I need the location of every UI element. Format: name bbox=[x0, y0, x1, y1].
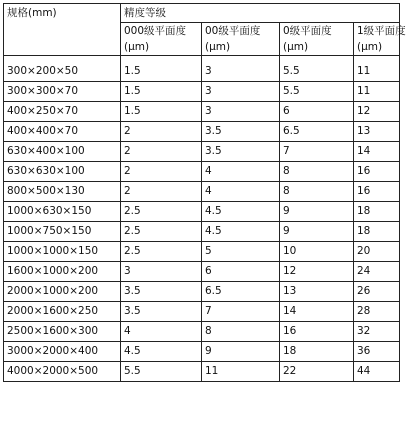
grade-000-cell: 2.5 bbox=[121, 222, 202, 242]
grade-1-cell: 16 bbox=[354, 182, 400, 202]
grade-0-cell: 7 bbox=[280, 142, 354, 162]
grade-0-cell: 6 bbox=[280, 102, 354, 122]
grade-00-cell: 5 bbox=[202, 242, 280, 262]
grade-1-cell: 13 bbox=[354, 122, 400, 142]
grade-unit: (μm) bbox=[283, 41, 309, 53]
grade-group-header: 精度等级 bbox=[121, 4, 400, 23]
grade-000-cell: 1.5 bbox=[121, 102, 202, 122]
grade-0-cell: 9 bbox=[280, 222, 354, 242]
grade-1-cell: 36 bbox=[354, 342, 400, 362]
grade-1-cell: 32 bbox=[354, 322, 400, 342]
spec-cell: 1000×1000×150 bbox=[4, 242, 121, 262]
grade-00-cell: 4.5 bbox=[202, 222, 280, 242]
grade-header-0 bbox=[280, 23, 354, 56]
spec-cell: 4000×2000×500 bbox=[4, 362, 121, 382]
grade-0-cell: 18 bbox=[280, 342, 354, 362]
table-row bbox=[4, 242, 400, 262]
grade-00-cell: 4 bbox=[202, 162, 280, 182]
spec-cell: 2000×1600×250 bbox=[4, 302, 121, 322]
spec-cell: 400×400×70 bbox=[4, 122, 121, 142]
table-row bbox=[4, 162, 400, 182]
table-row bbox=[4, 142, 400, 162]
grade-name: 0级平面度 bbox=[283, 25, 332, 37]
header-row-top bbox=[4, 4, 400, 23]
spec-cell: 800×500×130 bbox=[4, 182, 121, 202]
table-row bbox=[4, 222, 400, 242]
table-row bbox=[4, 262, 400, 282]
grade-name: 000级平面度 bbox=[124, 25, 187, 37]
grade-1-cell: 12 bbox=[354, 102, 400, 122]
grade-name: 1级平面度 bbox=[357, 25, 406, 37]
table-row bbox=[4, 302, 400, 322]
spec-cell: 1000×750×150 bbox=[4, 222, 121, 242]
grade-000-cell: 1.5 bbox=[121, 56, 202, 82]
grade-00-cell: 8 bbox=[202, 322, 280, 342]
spec-cell: 3000×2000×400 bbox=[4, 342, 121, 362]
grade-000-cell: 1.5 bbox=[121, 82, 202, 102]
spec-cell: 1600×1000×200 bbox=[4, 262, 121, 282]
grade-0-cell: 5.5 bbox=[280, 56, 354, 82]
spec-cell: 300×300×70 bbox=[4, 82, 121, 102]
grade-00-cell: 3 bbox=[202, 82, 280, 102]
grade-name: 00级平面度 bbox=[205, 25, 261, 37]
spec-cell: 2000×1000×200 bbox=[4, 282, 121, 302]
table-row bbox=[4, 82, 400, 102]
grade-00-cell: 3.5 bbox=[202, 122, 280, 142]
grade-1-cell: 24 bbox=[354, 262, 400, 282]
grade-1-cell: 44 bbox=[354, 362, 400, 382]
grade-000-cell: 2 bbox=[121, 182, 202, 202]
grade-000-cell: 4 bbox=[121, 322, 202, 342]
grade-000-cell: 2 bbox=[121, 122, 202, 142]
grade-000-cell: 3.5 bbox=[121, 282, 202, 302]
table-row bbox=[4, 202, 400, 222]
spec-cell: 400×250×70 bbox=[4, 102, 121, 122]
grade-1-cell: 11 bbox=[354, 82, 400, 102]
spec-cell: 1000×630×150 bbox=[4, 202, 121, 222]
grade-00-cell: 3.5 bbox=[202, 142, 280, 162]
grade-header-000 bbox=[121, 23, 202, 56]
table-row bbox=[4, 342, 400, 362]
table-row bbox=[4, 182, 400, 202]
grade-0-cell: 6.5 bbox=[280, 122, 354, 142]
grade-000-cell: 2 bbox=[121, 142, 202, 162]
spec-table-container bbox=[3, 3, 406, 382]
grade-1-cell: 11 bbox=[354, 56, 400, 82]
grade-00-cell: 4 bbox=[202, 182, 280, 202]
grade-000-cell: 2.5 bbox=[121, 242, 202, 262]
table-row bbox=[4, 56, 400, 82]
grade-0-cell: 16 bbox=[280, 322, 354, 342]
spec-cell: 630×630×100 bbox=[4, 162, 121, 182]
grade-0-cell: 5.5 bbox=[280, 82, 354, 102]
grade-1-cell: 20 bbox=[354, 242, 400, 262]
table-body bbox=[4, 56, 400, 382]
spec-column-header: 规格(mm) bbox=[4, 4, 121, 56]
spec-cell: 300×200×50 bbox=[4, 56, 121, 82]
grade-unit: (μm) bbox=[205, 41, 231, 53]
grade-0-cell: 8 bbox=[280, 162, 354, 182]
grade-000-cell: 2.5 bbox=[121, 202, 202, 222]
grade-0-cell: 14 bbox=[280, 302, 354, 322]
grade-1-cell: 14 bbox=[354, 142, 400, 162]
grade-header-00 bbox=[202, 23, 280, 56]
table-row bbox=[4, 102, 400, 122]
grade-1-cell: 28 bbox=[354, 302, 400, 322]
table-row bbox=[4, 322, 400, 342]
grade-1-cell: 26 bbox=[354, 282, 400, 302]
flatness-spec-table bbox=[3, 3, 406, 382]
grade-header-1 bbox=[354, 23, 406, 56]
spec-cell: 2500×1600×300 bbox=[4, 322, 121, 342]
grade-0-cell: 12 bbox=[280, 262, 354, 282]
grade-000-cell: 2 bbox=[121, 162, 202, 182]
grade-1-cell: 18 bbox=[354, 222, 400, 242]
grade-00-cell: 3 bbox=[202, 56, 280, 82]
grade-000-cell: 3.5 bbox=[121, 302, 202, 322]
grade-000-cell: 4.5 bbox=[121, 342, 202, 362]
grade-1-cell: 16 bbox=[354, 162, 400, 182]
table-row bbox=[4, 282, 400, 302]
grade-00-cell: 4.5 bbox=[202, 202, 280, 222]
grade-000-cell: 3 bbox=[121, 262, 202, 282]
table-row bbox=[4, 362, 400, 382]
grade-1-cell: 18 bbox=[354, 202, 400, 222]
grade-000-cell: 5.5 bbox=[121, 362, 202, 382]
grade-0-cell: 10 bbox=[280, 242, 354, 262]
spec-cell: 630×400×100 bbox=[4, 142, 121, 162]
table-row bbox=[4, 122, 400, 142]
grade-0-cell: 9 bbox=[280, 202, 354, 222]
grade-00-cell: 11 bbox=[202, 362, 280, 382]
grade-0-cell: 8 bbox=[280, 182, 354, 202]
grade-00-cell: 3 bbox=[202, 102, 280, 122]
grade-0-cell: 13 bbox=[280, 282, 354, 302]
grade-00-cell: 7 bbox=[202, 302, 280, 322]
grade-0-cell: 22 bbox=[280, 362, 354, 382]
grade-00-cell: 6 bbox=[202, 262, 280, 282]
grade-00-cell: 9 bbox=[202, 342, 280, 362]
grade-unit: (μm) bbox=[124, 41, 150, 53]
grade-00-cell: 6.5 bbox=[202, 282, 280, 302]
grade-unit: (μm) bbox=[357, 41, 383, 53]
